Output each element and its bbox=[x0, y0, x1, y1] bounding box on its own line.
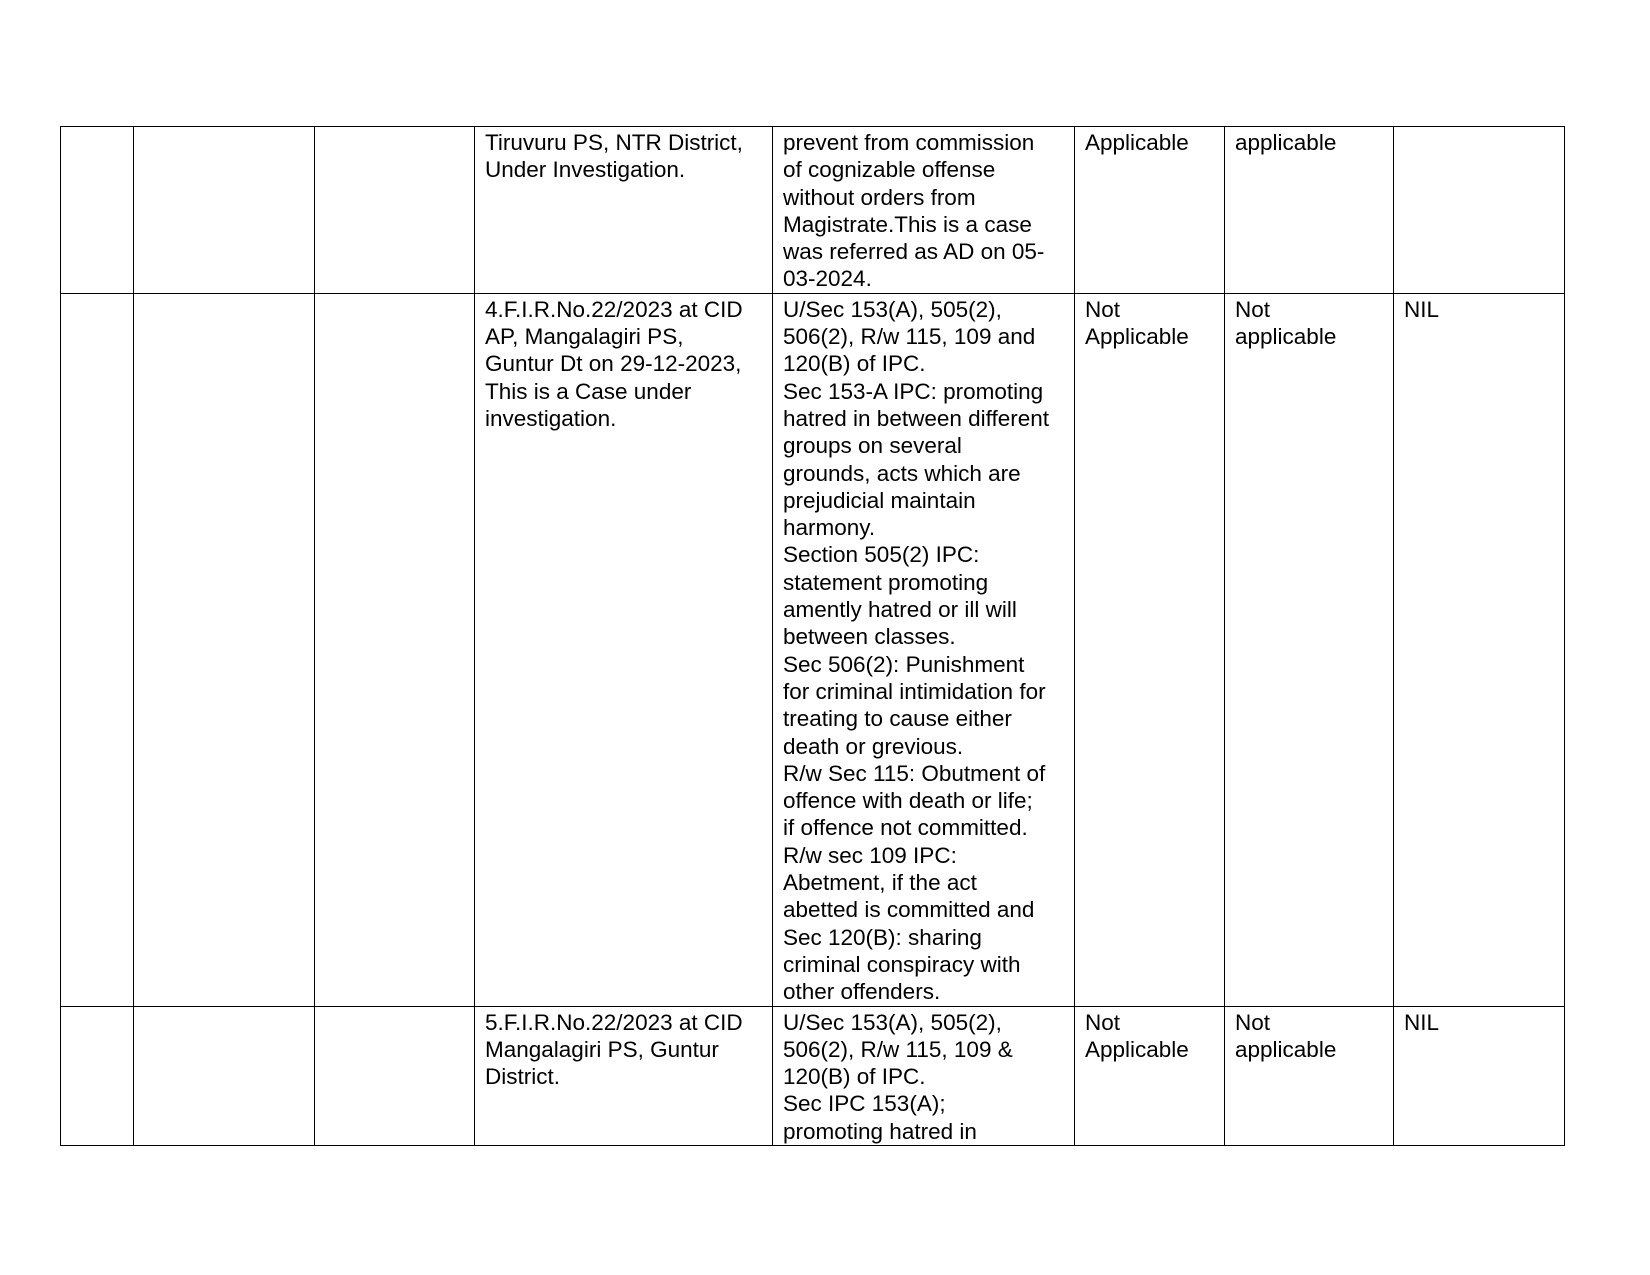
table-row bbox=[61, 1006, 1565, 1145]
cell-col3 bbox=[315, 127, 475, 294]
cell-case-details: 5.F.I.R.No.22/2023 at CID Mangalagiri PS, Guntur District. bbox=[475, 1006, 773, 1145]
table-row bbox=[61, 127, 1565, 294]
cell-col2 bbox=[134, 1006, 315, 1145]
cell-col2 bbox=[134, 293, 315, 1006]
cell-sections: U/Sec 153(A), 505(2), 506(2), R/w 115, 109 and 120(B) of IPC. Sec 153-A IPC: promoting hatred in between different groups on several grounds, acts which are prejudicial maintain harmony. Section 505(2) IPC: statement promoting amently hatred or ill will between classes. Sec 506(2): Punishment for criminal intimidation for treating to cause either death or grevious. R/w Sec 115: Obutment of offence with death or life; if offence not committed. R/w sec 109 IPC: Abetment, if the act abetted is committed and Sec 120(B): sharing criminal conspiracy with other offenders. bbox=[773, 293, 1075, 1006]
cell-col8: NIL bbox=[1394, 293, 1565, 1006]
cell-col1 bbox=[61, 1006, 134, 1145]
cell-col7: applicable bbox=[1225, 127, 1394, 294]
cell-col6: Applicable bbox=[1075, 127, 1225, 294]
cell-col1 bbox=[61, 127, 134, 294]
cases-table bbox=[60, 126, 1565, 1146]
cell-col3 bbox=[315, 1006, 475, 1145]
cell-col8 bbox=[1394, 127, 1565, 294]
cell-col7: Not applicable bbox=[1225, 293, 1394, 1006]
cell-col6: Not Applicable bbox=[1075, 1006, 1225, 1145]
cell-col1 bbox=[61, 293, 134, 1006]
table-row bbox=[61, 293, 1565, 1006]
cell-col6: Not Applicable bbox=[1075, 293, 1225, 1006]
cell-sections: U/Sec 153(A), 505(2), 506(2), R/w 115, 109 & 120(B) of IPC. Sec IPC 153(A); promoting hatred in bbox=[773, 1006, 1075, 1145]
cell-col2 bbox=[134, 127, 315, 294]
cell-sections: prevent from commission of cognizable offense without orders from Magistrate.This is a case was referred as AD on 05- 03-2024. bbox=[773, 127, 1075, 294]
cell-col8: NIL bbox=[1394, 1006, 1565, 1145]
cell-col3 bbox=[315, 293, 475, 1006]
cell-col7: Not applicable bbox=[1225, 1006, 1394, 1145]
cell-case-details: Tiruvuru PS, NTR District, Under Investigation. bbox=[475, 127, 773, 294]
cell-case-details: 4.F.I.R.No.22/2023 at CID AP, Mangalagiri PS, Guntur Dt on 29-12-2023, This is a Case under investigation. bbox=[475, 293, 773, 1006]
